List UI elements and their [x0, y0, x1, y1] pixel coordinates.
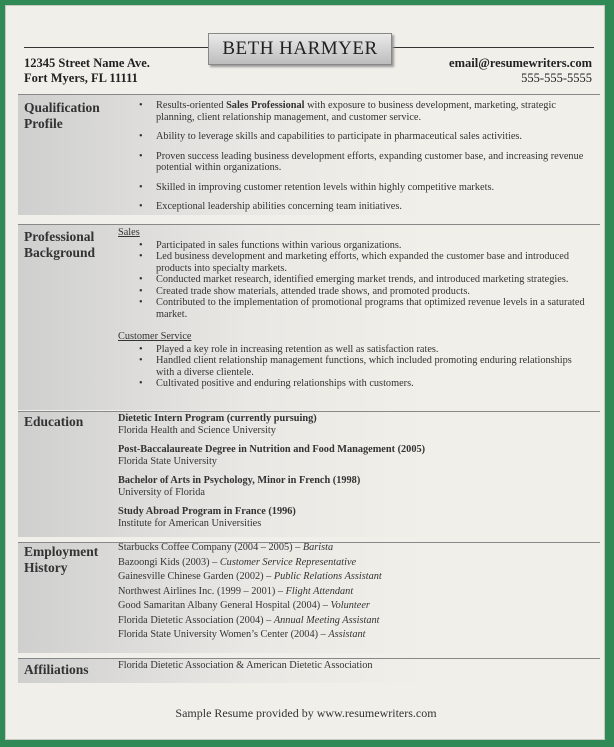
employment-org: Florida Dietetic Association (2004) – [118, 614, 274, 626]
service-item: • Handled client relationship management functions, which included promoting enduring relationships with a diverse clientele. [118, 355, 588, 378]
email: email@resumewriters.com [449, 56, 592, 70]
qualification-text: Proven success leading business development efforts, expanding customer base, and increasing revenue potential within organizations. [156, 150, 584, 173]
qualification-text: Exceptional leadership abilities concerning team initiatives. [156, 201, 402, 212]
qualification-list [118, 100, 588, 221]
education-title: Bachelor of Arts in Psychology, Minor in French (1998) [118, 475, 361, 486]
employment-role: Public Relations Assistant [273, 571, 382, 582]
employment-row [118, 541, 588, 556]
employment-org: Starbucks Coffee Company (2004 – 2005) – [118, 542, 303, 553]
employment-role: Barista [302, 542, 334, 553]
affiliations-text: Florida Dietetic Association & American Dietetic Association [118, 660, 373, 671]
education-entry [118, 444, 588, 467]
resume-page [5, 5, 605, 740]
education-entry [118, 506, 588, 529]
qualification-text: Results-oriented [156, 100, 227, 111]
qualification-text: Skilled in improving customer retention levels within highly competitive markets. [156, 181, 495, 193]
heading-qualification: Qualification Profile [24, 100, 100, 131]
sales-item: • Contributed to the implementation of promotional programs that optimized revenue levels in a saturated market. [118, 297, 588, 320]
qualification-text: Ability to leverage skills and capabilities to participate in pharmaceutical sales activities. [156, 131, 522, 142]
employment-row [118, 585, 588, 600]
sales-item: • Conducted market research, identified emerging market trends, and introduced marketing strategies. [118, 274, 588, 286]
contact-block [449, 56, 592, 86]
subheading-customer-service: Customer Service [118, 331, 192, 342]
sales-item: • Led business development and marketing efforts, which expanded the customer base and introduced products into specialty markets. [118, 251, 588, 274]
employment-role: Flight Attendant [285, 585, 354, 597]
employment-org: Bazoongi Kids (2003) – [118, 556, 220, 568]
sales-item: • Created trade show materials, attended trade shows, and promoted products. [118, 286, 588, 298]
education-title: Dietetic Intern Program (currently pursuing) [118, 413, 317, 424]
header-rule-right [391, 47, 594, 48]
qualification-item [118, 100, 588, 123]
heading-background: Professional Background [24, 229, 96, 260]
employment-role: Customer Service Representative [219, 556, 357, 568]
employment-row [118, 614, 588, 629]
service-item: • Cultivated positive and enduring relationships with customers. [118, 378, 588, 390]
qualification-emphasis: Sales Professional [226, 100, 305, 111]
employment-row [118, 556, 588, 571]
footer-credit: Sample Resume provided by www.resumewriters.com [175, 706, 437, 720]
qualification-item [118, 182, 588, 194]
education-school: Florida Health and Science University [118, 424, 276, 436]
employment-row [118, 570, 588, 585]
heading-affiliations: Affiliations [24, 662, 89, 677]
employment-row [118, 628, 588, 643]
sales-item: • Participated in sales functions within various organizations. [118, 240, 588, 252]
qualification-item [118, 151, 588, 174]
employment-role: Assistant [328, 629, 366, 640]
qualification-item [118, 131, 588, 143]
employment-org: Gainesville Chinese Garden (2002) – [118, 571, 274, 582]
address-block [24, 56, 150, 86]
name-banner: BETH HARMYER [208, 33, 392, 65]
phone: 555-555-5555 [521, 71, 592, 85]
employment-org: Northwest Airlines Inc. (1999 – 2001) – [118, 585, 286, 597]
address-line-2: Fort Myers, FL 11111 [24, 71, 138, 85]
heading-employment: Employment History [24, 544, 99, 575]
employment-row [118, 599, 588, 614]
qualification-text-cont: with exposure to business development, marketing, strategic planning, client relationship management, and customer service. [156, 100, 556, 123]
education-school: Florida State University [118, 455, 217, 467]
employment-role: Annual Meeting Assistant [273, 614, 380, 626]
qualification-item [118, 201, 588, 213]
education-school: University of Florida [118, 486, 205, 498]
employment-org: Good Samaritan Albany General Hospital (2004) – [118, 600, 331, 611]
employment-role: Volunteer [330, 600, 370, 611]
education-school: Institute for American Universities [118, 517, 262, 529]
subheading-sales: Sales [118, 227, 140, 238]
header-rule-left [24, 47, 208, 48]
background-content [118, 227, 588, 390]
employment-org: Florida State University Women’s Center (2004) – [118, 629, 329, 640]
education-entry [118, 413, 588, 436]
address-line-1: 12345 Street Name Ave. [24, 56, 150, 70]
heading-education: Education [24, 414, 84, 429]
education-title: Study Abroad Program in France (1996) [118, 506, 296, 517]
education-title: Post-Baccalaureate Degree in Nutrition and Food Management (2005) [118, 444, 426, 455]
education-entry [118, 475, 588, 498]
education-list [118, 413, 588, 537]
service-item: • Played a key role in increasing retention as well as satisfaction rates. [118, 344, 588, 356]
employment-list [118, 541, 588, 643]
